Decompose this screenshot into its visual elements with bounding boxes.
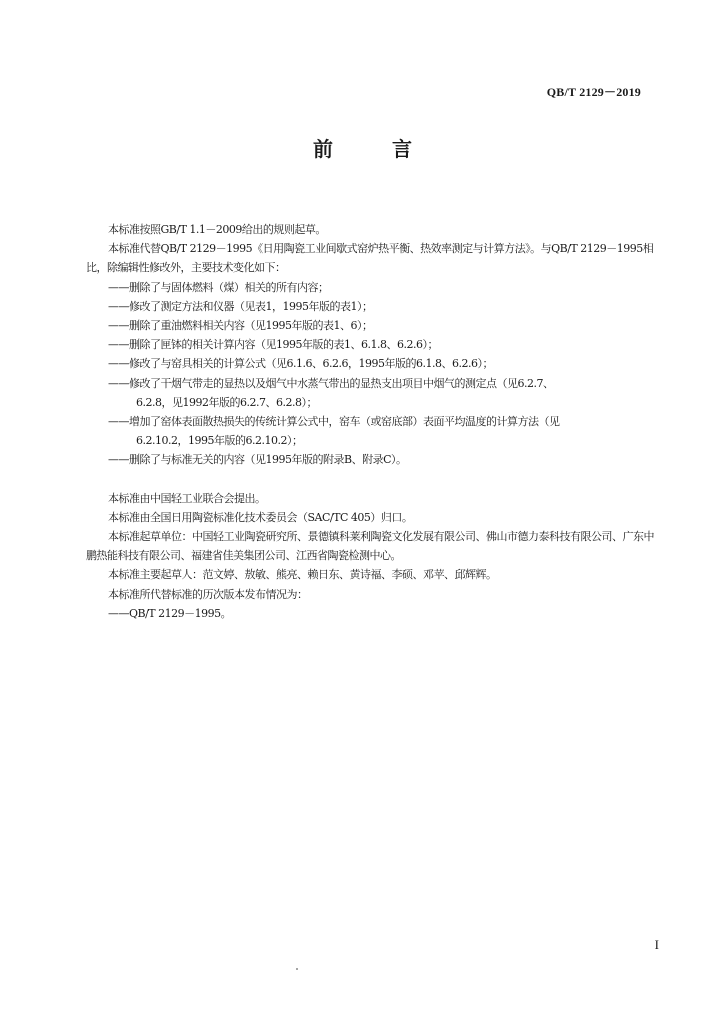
- scan-speck: [296, 968, 298, 970]
- change-item: [86, 278, 656, 297]
- paragraph-committee: 本标准由全国日用陶瓷标准化技术委员会（SAC/TC 405）归口。: [108, 510, 413, 524]
- change-item-continuation: 6.2.8，见1992年版的6.2.7、6.2.8）；: [136, 395, 317, 409]
- change-item: [86, 297, 656, 316]
- change-item-text: ——修改了与窑具相关的计算公式（见6.1.6、6.2.6，1995年版的6.1.8、6.2.6）；: [108, 357, 493, 371]
- paragraph-drafting-units: 本标准起草单位：中国轻工业陶瓷研究所、景德镇科莱利陶瓷文化发展有限公司、佛山市德力泰科技有限公司、广东中鹏热能科技有限公司、福建省佳美集团公司、江西省陶瓷检测中心。: [86, 530, 654, 563]
- paragraph-drafters: 本标准主要起草人：范文婷、敖敏、熊亮、赖日东、黄诗福、李硕、邓苹、邱辉辉。: [108, 568, 497, 582]
- change-item-text: ——修改了干烟气带走的显热以及烟气中水蒸气带出的显热支出项目中烟气的测定点（见6.2.7、: [108, 376, 554, 390]
- change-item-text: ——删除了与固体燃料（煤）相关的所有内容；: [108, 280, 329, 294]
- change-item: [86, 412, 656, 450]
- paragraph-replacement: 本标准代替QB/T 2129－1995《日用陶瓷工业间歇式窑炉热平衡、热效率测定与计算方法》。与QB/T 2129－1995相比，除编辑性修改外，主要技术变化如下：: [86, 242, 654, 275]
- foreword-body: [86, 220, 656, 623]
- change-item: [86, 335, 656, 354]
- paragraph-drafting-rules: 本标准按照GB/T 1.1－2009给出的规则起草。: [108, 223, 326, 236]
- change-item-text: ——删除了匣钵的相关计算内容（见1995年版的表1、6.1.8、6.2.6）；: [108, 338, 438, 352]
- change-item-text: ——修改了测定方法和仪器（见表1，1995年版的表1）；: [108, 299, 373, 313]
- change-item-text: ——增加了窑体表面散热损失的传统计算公式中，窑车（或窑底部）表面平均温度的计算方法（见: [108, 415, 560, 429]
- change-item: [86, 450, 656, 469]
- paragraph-proposer: 本标准由中国轻工业联合会提出。: [108, 491, 266, 505]
- history-item: ——QB/T 2129－1995。: [108, 606, 232, 620]
- change-item: [86, 374, 656, 412]
- standard-number: QB/T 2129－2019: [546, 85, 641, 99]
- paragraph-spacer: [86, 470, 656, 489]
- change-item: [86, 354, 656, 373]
- page-number: I: [654, 937, 659, 952]
- change-item: [86, 316, 656, 335]
- change-item-text: ——删除了重油燃料相关内容（见1995年版的表1、6）；: [108, 319, 373, 333]
- paragraph-history-intro: 本标准所代替标准的历次版本发布情况为：: [108, 587, 308, 601]
- page-title: 前 言: [313, 137, 438, 161]
- change-item-text: ——删除了与标准无关的内容（见1995年版的附录B、附录C）。: [108, 453, 407, 467]
- change-item-continuation: 6.2.10.2，1995年版的6.2.10.2）；: [136, 434, 303, 448]
